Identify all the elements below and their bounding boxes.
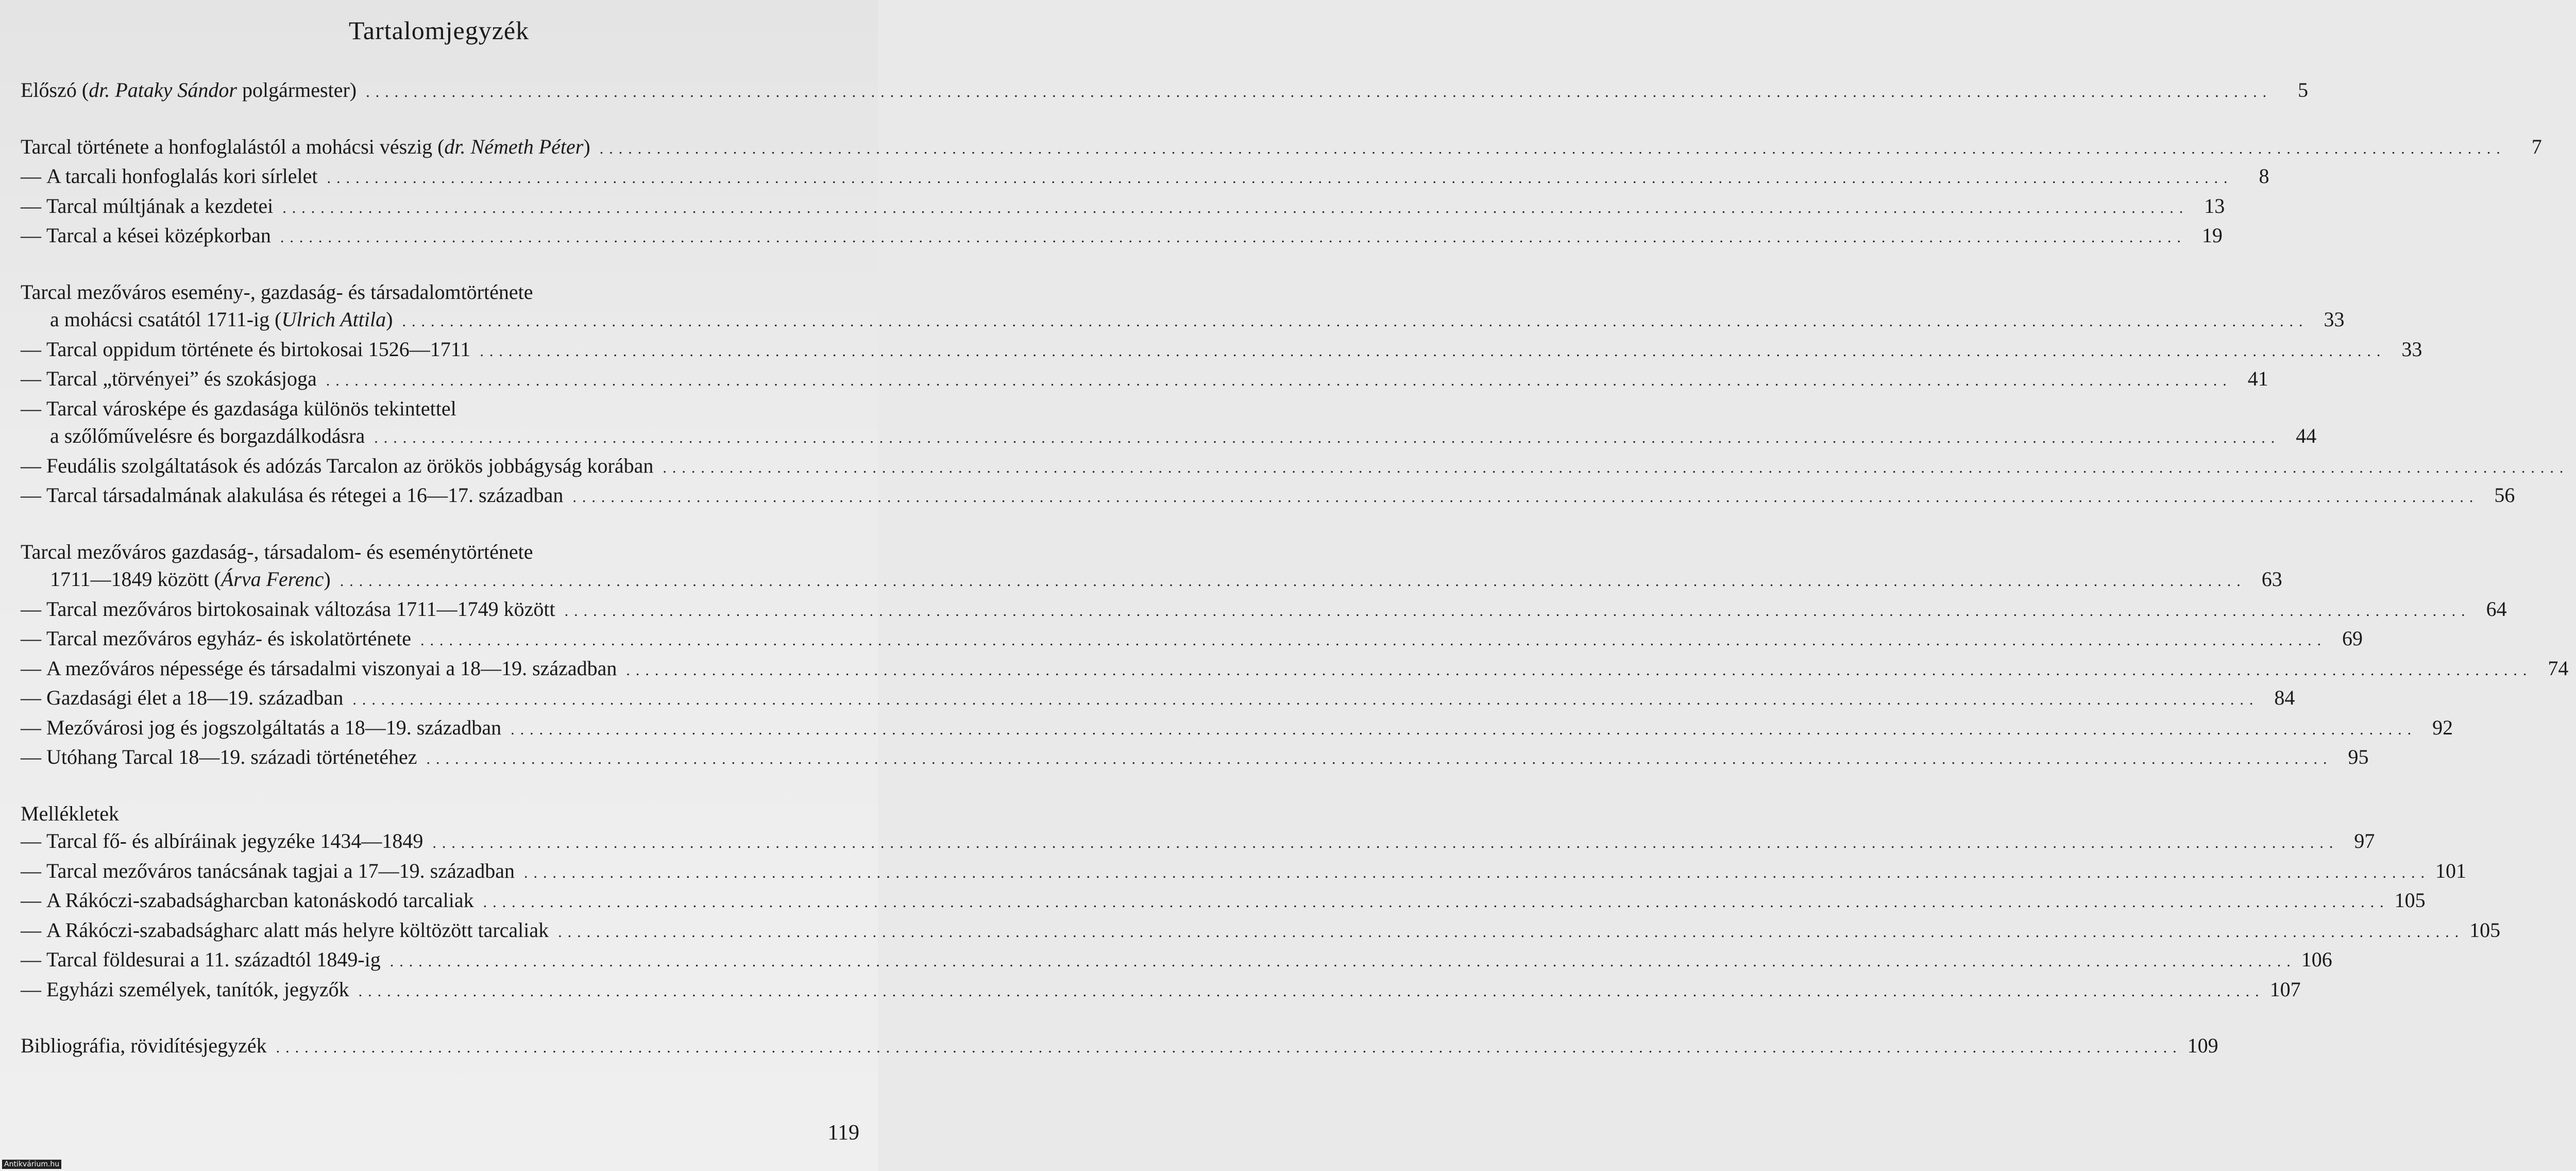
toc-page-number: 56 <box>2494 483 2515 507</box>
toc-page-number: 7 <box>2531 135 2542 158</box>
leader-dots: ........................................................................................................................................................................................................ <box>326 372 2232 389</box>
toc-entry-label: Tarcal múltjának a kezdetei <box>46 194 274 218</box>
toc-section-2 <box>21 278 2569 511</box>
toc-entry-label: A Rákóczi-szabadságharcban katonáskodó tarcaliak <box>46 889 474 912</box>
toc-entry[interactable] <box>21 976 2301 1006</box>
toc-page-number: 33 <box>2401 337 2422 361</box>
toc-entry[interactable]: Előszó (dr. Pataky Sándor polgármester) ........................................................................................................................................................................................................ 5 <box>21 76 850 106</box>
dash-marker: — <box>21 859 41 882</box>
toc-entry[interactable] <box>21 365 2268 395</box>
dash-marker: — <box>21 829 41 852</box>
toc-entry[interactable] <box>21 336 2422 365</box>
toc-entry[interactable] <box>21 714 2453 744</box>
toc-entry-label: A tarcali honfoglalás kori sírlelet <box>46 164 318 188</box>
leader-dots: ........................................................................................................................................................................................................ <box>420 632 2327 649</box>
leader-dots: ........................................................................................................................................................................................................ <box>599 140 2506 157</box>
leader-dots: ........................................................................................................................................................................................................ <box>276 1039 2182 1056</box>
toc-page-number: 92 <box>2432 715 2453 739</box>
toc-page-number <box>2574 452 2576 480</box>
dash-marker: — <box>21 337 41 361</box>
toc-page-number: 74 <box>2548 656 2569 680</box>
toc-entry-label: Tarcal „törvényei” és szokásjoga <box>46 367 317 390</box>
toc-page-number: 64 <box>2486 597 2507 621</box>
watermark: Antikvárium.hu <box>2 1160 61 1169</box>
toc-entry[interactable]: 1711—1849 között (Árva Ferenc) ........................................................................................................................................................................................................ 63 <box>21 565 850 595</box>
dash-marker: — <box>21 483 41 507</box>
toc-entry-label: Tarcal mezőváros tanácsának tagjai a 17—19. században <box>46 859 515 882</box>
toc-entry[interactable]: a mohácsi csatától 1711-ig (Ulrich Attila) ........................................................................................................................................................................................................ 33 <box>21 306 850 336</box>
toc-entry[interactable] <box>21 395 850 423</box>
toc-entry-label: Tarcal társadalmának alakulása és rétegei a 16—17. században <box>46 483 564 507</box>
leader-dots: ........................................................................................................................................................................................................ <box>564 602 2471 620</box>
leader-dots: ........................................................................................................................................................................................................ <box>340 573 2246 590</box>
toc-page-number: 109 <box>2187 1034 2218 1057</box>
toc-entry[interactable] <box>21 916 2501 946</box>
toc-page-number: 107 <box>2269 977 2301 1001</box>
dash-marker: — <box>21 164 41 188</box>
toc-page-number: 41 <box>2247 367 2268 390</box>
toc-page-number: 101 <box>2435 859 2466 882</box>
dash-marker: — <box>21 194 41 218</box>
toc-entry[interactable] <box>21 452 2569 482</box>
toc-entry[interactable]: Bibliográfia, rövidítésjegyzék ........................................................................................................................................................................................................ 109 <box>21 1032 850 1062</box>
table-of-contents <box>21 76 2569 1089</box>
page-title: Tartalomjegyzék <box>348 16 530 45</box>
toc-entry[interactable]: Tarcal története a honfoglalástól a mohácsi vészig (dr. Németh Péter) ........................................................................................................................................................................................................ 7 <box>21 133 850 163</box>
leader-dots: ........................................................................................................................................................................................................ <box>402 313 2309 330</box>
toc-entry[interactable] <box>21 946 2332 976</box>
toc-section-bibliography <box>21 1032 2218 1062</box>
toc-page-number: 5 <box>2298 78 2309 102</box>
toc-entry[interactable] <box>21 684 2295 714</box>
toc-section-foreword <box>21 76 2309 106</box>
dash-marker: — <box>21 597 41 621</box>
toc-page-number: 106 <box>2301 948 2332 971</box>
toc-page-number: 13 <box>2204 194 2225 218</box>
toc-entry[interactable] <box>21 857 2466 887</box>
leader-dots: ........................................................................................................................................................................................................ <box>483 894 2389 911</box>
toc-page-number: 105 <box>2469 918 2501 942</box>
toc-entry-label: Utóhang Tarcal 18—19. századi történetéhez <box>46 745 417 768</box>
leader-dots: ........................................................................................................................................................................................................ <box>523 864 2430 881</box>
dash-marker: — <box>21 977 41 1001</box>
toc-entry-label: Gazdasági élet a 18—19. században <box>46 686 344 709</box>
toc-section-3 <box>21 538 2569 773</box>
toc-entry[interactable] <box>21 595 2507 625</box>
dash-marker: — <box>21 918 41 942</box>
toc-heading: Tarcal mezőváros esemény-, gazdaság- és társadalomtörténete <box>21 280 533 304</box>
toc-entry-label: A Rákóczi-szabadságharc alatt más helyre költözött tarcaliak <box>46 918 549 942</box>
toc-page-number: 8 <box>2259 164 2269 188</box>
toc-heading: Mellékletek <box>21 801 120 825</box>
toc-page-number: 44 <box>2296 424 2317 447</box>
toc-page-number: 105 <box>2394 889 2426 912</box>
toc-page-number: 33 <box>2324 308 2345 331</box>
toc-entry-label: Tarcal mezőváros egyház- és iskolatörténete <box>46 627 411 650</box>
toc-entry-label: Tarcal földesurai a 11. századtól 1849-ig <box>46 948 381 971</box>
leader-dots: ........................................................................................................................................................................................................ <box>358 982 2265 1000</box>
toc-page-number: 69 <box>2342 627 2363 650</box>
leader-dots: ........................................................................................................................................................................................................ <box>280 229 2187 246</box>
toc-page-number: 84 <box>2274 686 2295 709</box>
toc-entry-label: a szőlőművelésre és borgazdálkodásra <box>50 424 365 447</box>
toc-entry[interactable] <box>21 192 2225 222</box>
toc-entry[interactable] <box>21 162 2269 192</box>
toc-entry[interactable] <box>21 422 2317 452</box>
dash-marker: — <box>21 627 41 650</box>
leader-dots: ........................................................................................................................................................................................................ <box>327 170 2233 187</box>
dash-marker: — <box>21 656 41 680</box>
toc-entry-label: Tarcal városképe és gazdasága különös tekintettel <box>46 396 456 420</box>
toc-entry[interactable] <box>21 222 2223 252</box>
toc-entry-label: Tarcal mezőváros birtokosainak változása 1711—1749 között <box>46 597 555 621</box>
leader-dots: ........................................................................................................................................................................................................ <box>366 83 2273 101</box>
toc-entry[interactable] <box>21 743 2369 773</box>
toc-entry[interactable] <box>21 827 2375 857</box>
toc-entry-label: Tarcal fő- és albíráinak jegyzéke 1434—1849 <box>46 829 423 852</box>
dash-marker: — <box>21 396 41 420</box>
leader-dots: ........................................................................................................................................................................................................ <box>352 691 2259 708</box>
toc-entry[interactable] <box>21 655 2569 684</box>
toc-entry-label: Feudális szolgáltatások és adózás Tarcalon az örökös jobbágyság korában <box>46 454 654 477</box>
dash-marker: — <box>21 454 41 477</box>
page-number: 119 <box>827 1121 859 1145</box>
toc-page-number: 63 <box>2261 567 2282 591</box>
leader-dots: ........................................................................................................................................................................................................ <box>558 923 2465 941</box>
leader-dots: ........................................................................................................................................................................................................ <box>389 953 2296 970</box>
dash-marker: — <box>21 686 41 709</box>
toc-entry-label: Tarcal oppidum története és birtokosai 1526—1711 <box>46 337 471 361</box>
leader-dots: ........................................................................................................................................................................................................ <box>572 489 2479 506</box>
toc-section-1 <box>21 133 2542 252</box>
toc-page-number: 95 <box>2348 745 2369 768</box>
leader-dots: ........................................................................................................................................................................................................ <box>480 342 2386 360</box>
leader-dots: ........................................................................................................................................................................................................ <box>511 721 2417 738</box>
toc-section-appendix <box>21 800 2501 1006</box>
dash-marker: — <box>21 367 41 390</box>
leader-dots: ........................................................................................................................................................................................................ <box>374 429 2281 446</box>
leader-dots: ........................................................................................................................................................................................................ <box>426 750 2333 767</box>
toc-heading: Tarcal mezőváros gazdaság-, társadalom- és eseménytörténete <box>21 540 533 563</box>
toc-entry-label: A mezőváros népessége és társadalmi viszonyai a 18—19. században <box>46 656 617 680</box>
toc-entry[interactable] <box>21 886 2426 916</box>
toc-entry-label: Mezővárosi jog és jogszolgáltatás a 18—19. században <box>46 715 502 739</box>
toc-entry-label: Egyházi személyek, tanítók, jegyzők <box>46 977 349 1001</box>
dash-marker: — <box>21 715 41 739</box>
toc-page-number: 97 <box>2354 829 2375 852</box>
dash-marker: — <box>21 224 41 247</box>
leader-dots: ........................................................................................................................................................................................................ <box>282 199 2189 216</box>
toc-entry[interactable] <box>21 481 2515 511</box>
dash-marker: — <box>21 745 41 768</box>
toc-page-number: 19 <box>2201 224 2223 247</box>
leader-dots: ........................................................................................................................................................................................................ <box>432 834 2339 851</box>
leader-dots: ........................................................................................................................................................................................................ <box>663 459 2569 476</box>
leader-dots: ........................................................................................................................................................................................................ <box>626 661 2533 679</box>
toc-entry-label: Tarcal a kései középkorban <box>46 224 271 247</box>
dash-marker: — <box>21 948 41 971</box>
toc-entry[interactable] <box>21 625 2363 655</box>
dash-marker: — <box>21 889 41 912</box>
